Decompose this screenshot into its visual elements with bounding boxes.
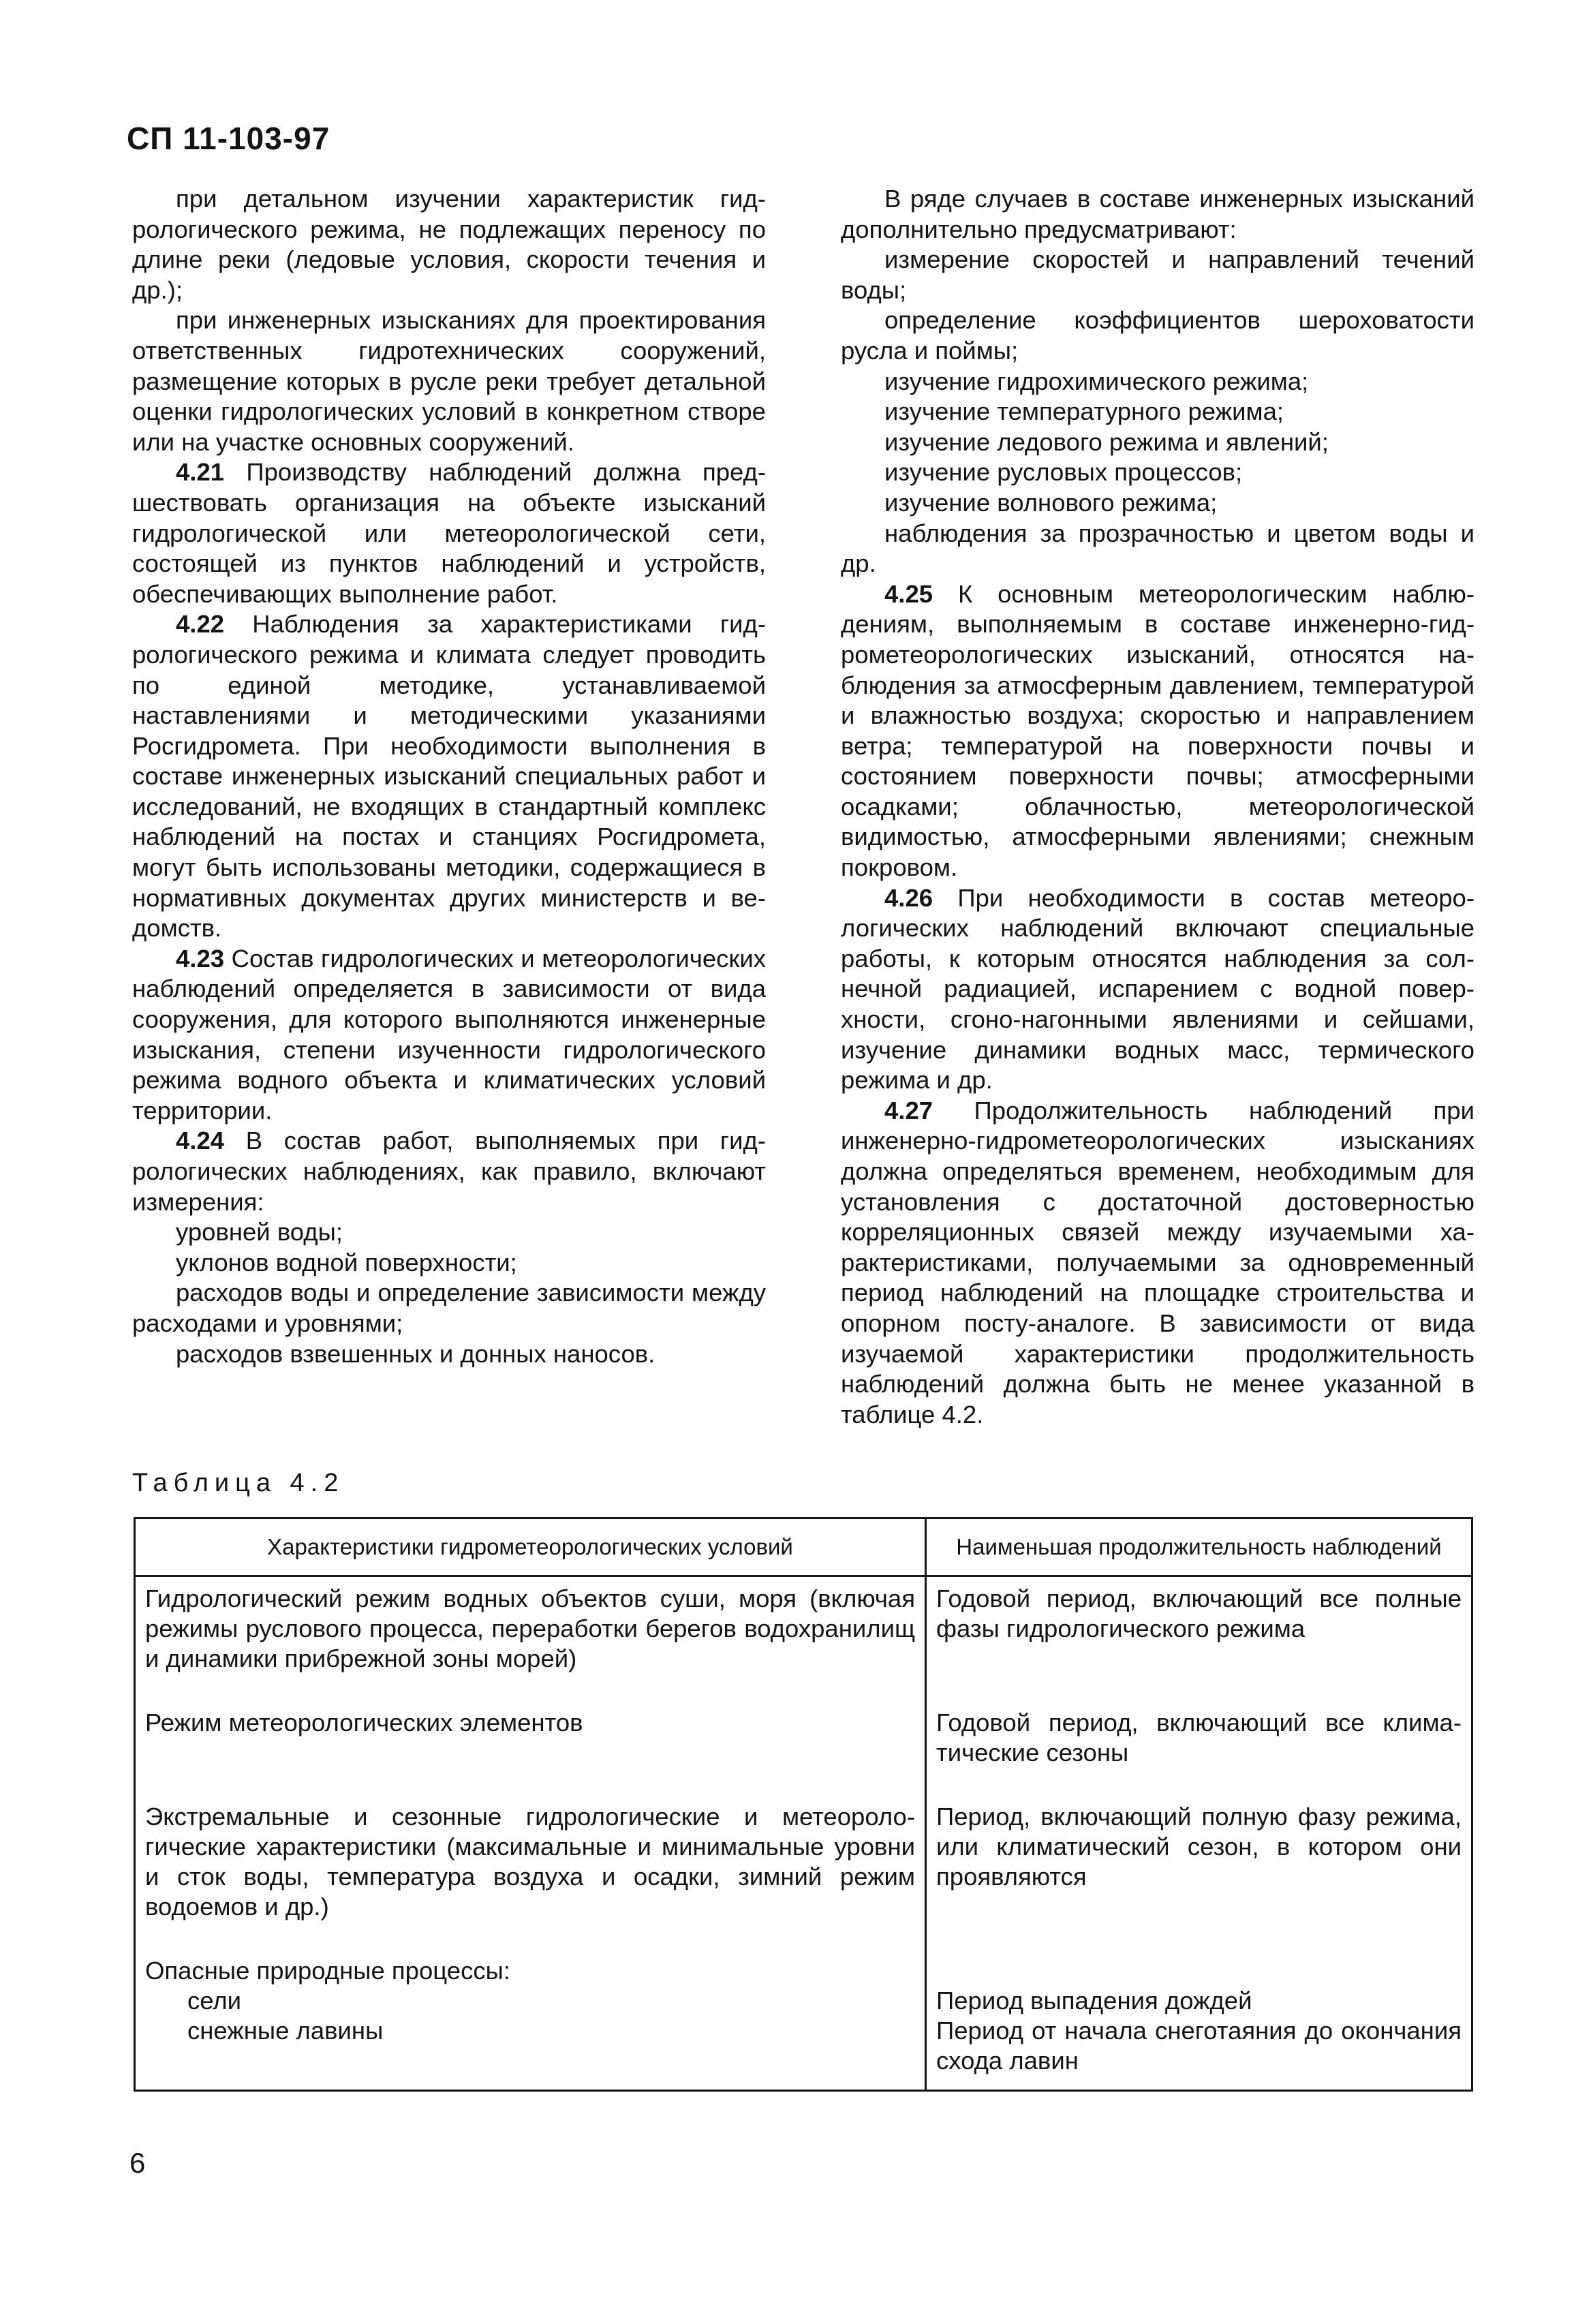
hazard-duration: Период выпадения дождей (936, 1987, 1252, 2015)
clause-text: Состав гидрологических и метеорологических наблюдений определяется в зависимости от вида сооружения, для которого выполняются инженерные изыскания, степени изученности гидрологического режима водного объекта и климатических условий территории. (132, 944, 766, 1125)
clause-number: 4.25 (884, 579, 933, 608)
clause-4-26 (841, 883, 1474, 1096)
hazard-name: снежные лавины (187, 2017, 384, 2045)
table-cell: Период, включающий полную фазу режима, или климатический сезон, в котором они проявляются (926, 1795, 1472, 1949)
clause-text: В состав работ, выполняемых при гидрологических наблюдениях, как правило, включают измерения: (132, 1127, 766, 1216)
column-header: Наименьшая продолжительность наблюдений (926, 1518, 1472, 1576)
clause-number: 4.24 (176, 1127, 225, 1155)
table-row (135, 1701, 1472, 1795)
left-column (132, 184, 766, 1430)
hazard-duration: Период от начала снеготаяния до окончания схода лавин (936, 2017, 1462, 2075)
clause-text: Продолжительность наблюдений при инженерно-гидрометеорологических изысканиях должна определяться временем, необходимым для установления с достаточной достоверностью корреляционных связей между изучаемыми характеристиками, получаемыми за одновременный период наблюдений на площадке строительства и опорном посту-аналоге. В зависимости от вида изучаемой характеристики продолжительность наблюдений должна быть не менее указанной в таблице 4.2. (841, 1096, 1474, 1428)
list-item: уклонов водной поверхности; (176, 1248, 517, 1276)
clause-number: 4.21 (176, 458, 225, 487)
table-cell: Годовой период, включающий все климатические сезоны (926, 1701, 1472, 1795)
clause-number: 4.23 (176, 944, 225, 973)
clause-4-25 (841, 579, 1474, 883)
clause-number: 4.26 (884, 883, 933, 912)
hazards-title: Опасные природные процессы: (145, 1957, 510, 1985)
text-columns (132, 184, 1474, 1430)
list-item: изучение волнового режима; (884, 488, 1218, 517)
clause-text: Производству наблюдений должна предшествовать организация на объекте изысканий гидрологической или метеорологической сети, состоящей из пунктов наблюдений и устройств, обеспечивающих выполнение работ. (132, 458, 766, 608)
right-column (841, 184, 1474, 1430)
list-item: наблюдения за прозрачностью и цветом воды и др. (841, 519, 1474, 578)
column-header: Характеристики гидрометеорологических условий (135, 1518, 926, 1576)
spacer (936, 1956, 1462, 1986)
table-header-row (135, 1518, 1472, 1576)
clause-number: 4.27 (884, 1096, 933, 1125)
hazard-name: сели (187, 1987, 242, 2015)
table-caption: Таблица 4.2 (132, 1469, 345, 1497)
table-cell-hazard-durations (926, 1949, 1472, 2091)
table-cell: Годовой период, включающий все полные фазы гидрологического режима (926, 1576, 1472, 1702)
clause-number: 4.22 (176, 610, 225, 639)
list-item: изучение гидрохимического режима; (884, 367, 1309, 395)
clause-4-21 (132, 457, 766, 609)
clause-4-27 (841, 1096, 1474, 1431)
observation-duration-table (134, 1517, 1473, 2092)
list-item: определение коэффициентов шероховатости русла и поймы; (841, 306, 1474, 365)
table-cell: Гидрологический режим водных объектов суши, моря (включая режимы руслового процесса, переработки берегов водохранилищ и динамики прибрежной зоны морей) (135, 1576, 926, 1702)
paragraph: при детальном изучении характеристик гидрологического режима, не подлежащих переносу по длине реки (ледовые условия, скорости течения и др.); (132, 185, 766, 304)
document-code: СП 11-103-97 (127, 121, 330, 156)
list-item: измерение скоростей и направлений течений воды; (841, 245, 1474, 304)
clause-4-24 (132, 1126, 766, 1217)
clause-text: При необходимости в состав метеорологических наблюдений включают специальные работы, к которым относятся наблюдения за солнечной радиацией, испарением с водной поверхности, сгоно-нагонными явлениями и сейшами, изучение динамики водных масс, термического режима и др. (841, 883, 1474, 1095)
clause-text: К основным метеорологическим наблюдениям, выполняемым в составе инженерно-гидрометеорологических изысканий, относятся наблюдения за атмосферным давлением, температурой и влажностью воздуха; скоростью и направлением ветра; температурой на поверхности почвы и состоянием поверхности почвы; атмосферными осадками; облачностью, метеорологической видимостью, атмосферными явлениями; снежным покровом. (841, 579, 1474, 882)
table-row (135, 1949, 1472, 2091)
list-item: изучение ледового режима и явлений; (884, 427, 1329, 456)
table-cell-hazards (135, 1949, 926, 2091)
clause-text: Наблюдения за характеристиками гидрологического режима и климата следует проводить по единой методике, устанавливаемой наставлениями и методическими указаниями Росгидромета. При необходимости выполнения в составе инженерных изысканий специальных работ и исследований, не входящих в стандартный комплекс наблюдений на постах и станциях Росгидромета, могут быть использованы методики, содержащиеся в нормативных документах других министерств и ведомств. (132, 610, 766, 943)
paragraph: В ряде случаев в составе инженерных изысканий дополнительно предусматривают: (841, 185, 1474, 243)
list-item: изучение русловых процессов; (884, 458, 1243, 487)
list-item: изучение температурного режима; (884, 397, 1284, 426)
clause-4-22 (132, 609, 766, 944)
list-item: расходов взвешенных и донных наносов. (176, 1339, 655, 1368)
paragraph: при инженерных изысканиях для проектирования ответственных гидротехнических сооружений, размещение которых в русле реки требует детальной оценки гидрологических условий в конкретном створе или на участке основных сооружений. (132, 306, 766, 456)
list-item: уровней воды; (176, 1218, 343, 1247)
clause-4-23 (132, 944, 766, 1127)
table-row (135, 1576, 1472, 1702)
table-row (135, 1795, 1472, 1949)
table-cell: Режим метеорологических элементов (135, 1701, 926, 1795)
page-number: 6 (129, 2147, 146, 2179)
table-cell: Экстремальные и сезонные гидрологические и метеорологические характеристики (максимальные и минимальные уровни и сток воды, температура воздуха и осадки, зимний режим водоемов и др.) (135, 1795, 926, 1949)
list-item: расходов воды и определение зависимости между расходами и уровнями; (132, 1279, 766, 1337)
